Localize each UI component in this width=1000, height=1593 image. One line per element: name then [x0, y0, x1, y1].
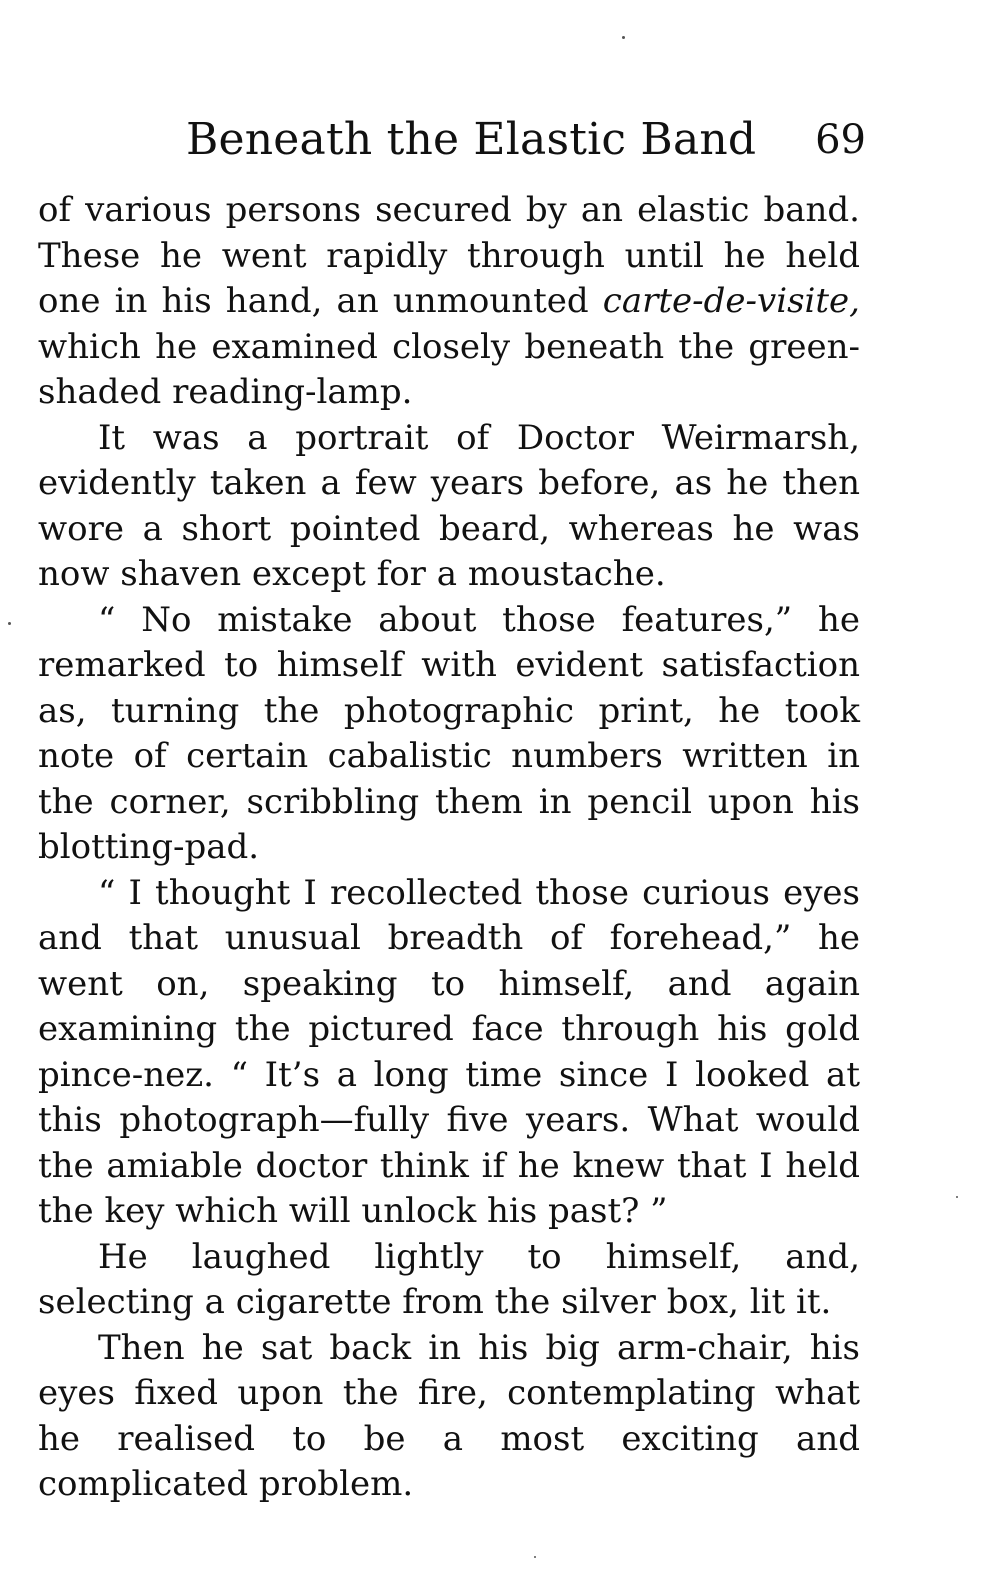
scan-speck [534, 1556, 536, 1558]
paragraph-portrait: It was a portrait of Doctor Weirmarsh, evidently taken a few years before, as he then wore a short pointed beard, whereas he was now shaven except for a moustache. [38, 417, 860, 594]
paragraph-cigarette: He laughed lightly to himself, and, selecting a cigarette from the silver box, lit it. [38, 1236, 860, 1322]
italic-term: carte-de-visite, [602, 281, 860, 321]
page-number: 69 [815, 117, 866, 163]
paragraph-problem: Then he sat back in his big arm-chair, his eyes fixed upon the fire, contemplating what he realised to be a most exciting and complicated problem. [38, 1327, 860, 1504]
scan-speck [8, 622, 11, 625]
paragraph-text: of various persons secured by an elastic band. These he went rapidly through until he held one in his hand, an unmounted [38, 190, 860, 321]
paragraph-features: “ No mistake about those features,” he remarked to himself with evident satisfaction as, turning the photographic print, he took note of certain cabalistic numbers written in the corner, scribbling them in pencil upon his blotting-pad. [38, 599, 860, 867]
running-title: Beneath the Elastic Band [186, 114, 757, 165]
scan-speck [622, 36, 625, 39]
running-head [186, 110, 866, 174]
body-text [38, 188, 860, 1508]
scan-speck [956, 1196, 958, 1198]
paragraph-recollection: “ I thought I recollected those curious eyes and that unusual breadth of forehead,” he went on, speaking to himself, and again examining the pictured face through his gold pince-nez. “ It’s a long time since I looked at this photograph—fully five years. What would the amiable doctor think if he knew that I held the key which will unlock his past? ” [38, 872, 860, 1231]
paragraph-text: which he examined closely beneath the green-shaded reading-lamp. [38, 326, 860, 412]
paragraph-continuation [38, 188, 860, 416]
